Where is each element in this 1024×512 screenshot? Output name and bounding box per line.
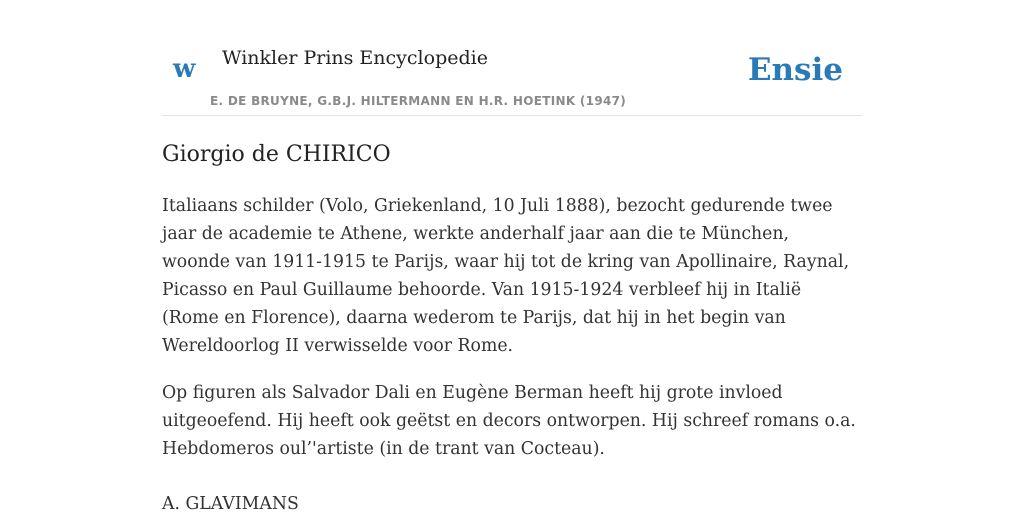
article-paragraph: Italiaans schilder (Volo, Griekenland, 10 Juli 1888), bezocht gedurende twee jaar de academie te Athene, werkte anderhalf jaar aan die te München, woonde van 1911-1915 te Parijs, waar hij tot de kring van Apollinaire, Raynal, Picasso en Paul Guillaume behoorde. Van 1915-1924 verbleef hij in Italië (Rome en Florence), daarna wederom te Parijs, dat hij in het begin van Wereldoorlog II verwisselde voor Rome. bbox=[162, 196, 850, 356]
authors-line: E. DE BRUYNE, G.B.J. HILTERMANN EN H.R. HOETINK (1947) bbox=[210, 94, 627, 108]
article-title: Giorgio de CHIRICO bbox=[162, 142, 391, 167]
article-author: A. GLAVIMANS bbox=[162, 494, 299, 512]
logo-w-icon[interactable]: w bbox=[173, 54, 196, 84]
article-paragraph: Op figuren als Salvador Dali en Eugène Berman heeft hij grote invloed uitgeoefend. Hij heeft ook geëtst en decors ontworpen. Hij schreef romans o.a. Hebdomeros oul’'artiste (in de trant van Cocteau). bbox=[162, 383, 856, 459]
ensie-brand-link[interactable]: Ensie bbox=[747, 52, 843, 88]
publication-title[interactable]: Winkler Prins Encyclopedie bbox=[222, 47, 488, 69]
header-divider bbox=[162, 115, 862, 116]
